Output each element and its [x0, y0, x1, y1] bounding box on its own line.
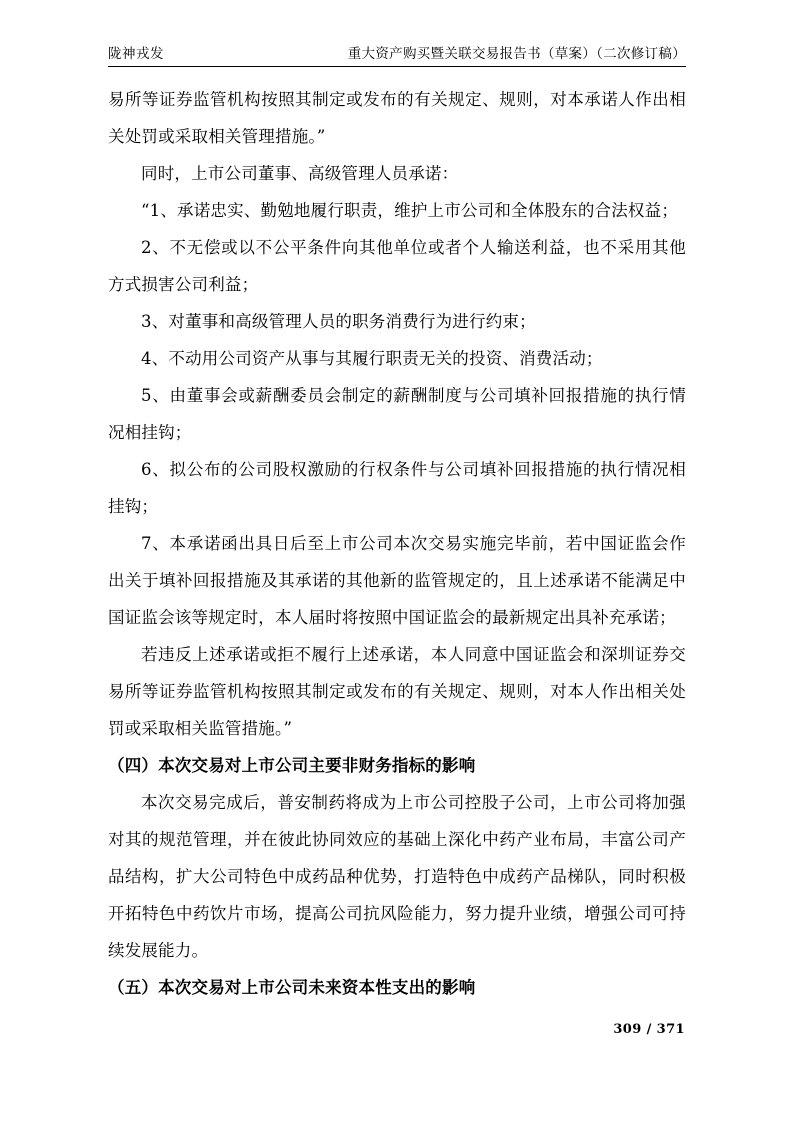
header-document-title: 重大资产购买暨关联交易报告书（草案）（二次修订稿）: [347, 46, 686, 62]
paragraph-commitment-1: “1、承诺忠实、勤勉地履行职责，维护上市公司和全体股东的合法权益；: [141, 201, 679, 221]
paragraph-non-financial-impact: 本次交易完成后，普安制药将成为上市公司控股子公司，上市公司将加强对其的规范管理，并在彼此协同效应的基础上深化中药产业布局，丰富公司产品结构，扩大公司特色中成药品种优势，打造特色中成药产品梯队，同时积极开拓特色中药饮片市场，提高公司抗风险能力，努力提升业绩，增强公司可持续发展能力。: [108, 793, 686, 961]
header-company-name: 陇神戎发: [108, 46, 164, 62]
document-body: [108, 81, 686, 1006]
paragraph-commitment-3: 3、对董事和高级管理人员的职务消费行为进行约束；: [141, 312, 536, 332]
page-content: [108, 46, 686, 1006]
paragraph-commitment-5: 5、由董事会或薪酬委员会制定的薪酬制度与公司填补回报措施的执行情况相挂钩；: [108, 386, 686, 443]
paragraph-intro-commitment: 同时，上市公司董事、高级管理人员承诺：: [141, 164, 459, 184]
paragraph-commitment-6: 6、拟公布的公司股权激励的行权条件与公司填补回报措施的执行情况相挂钩；: [108, 460, 686, 517]
paragraph-commitment-7: 7、本承诺函出具日后至上市公司本次交易实施完毕前，若中国证监会作出关于填补回报措施及其承诺的其他新的监管规定的，且上述承诺不能满足中国证监会该等规定时，本人届时将按照中国证监会的最新规定出具补充承诺；: [108, 534, 686, 628]
paragraph-breach-clause: 若违反上述承诺或拒不履行上述承诺，本人同意中国证监会和深圳证券交易所等证券监管机构按照其制定或发布的有关规定、规则，对本人作出相关处罚或采取相关监管措施。”: [108, 645, 686, 739]
section-heading-five: （五）本次交易对上市公司未来资本性支出的影响: [108, 978, 476, 998]
section-heading-four: （四）本次交易对上市公司主要非财务指标的影响: [108, 756, 476, 776]
page-header: [108, 46, 686, 67]
paragraph-commitment-2: 2、不无偿或以不公平条件向其他单位或者个人输送利益，也不采用其他方式损害公司利益；: [108, 238, 686, 295]
paragraph-commitment-4: 4、不动用公司资产从事与其履行职责无关的投资、消费活动；: [141, 349, 603, 369]
paragraph-continuation: 易所等证券监管机构按照其制定或发布的有关规定、规则，对本承诺人作出相关处罚或采取相关管理措施。”: [108, 90, 686, 147]
page-number: 309 / 371: [613, 1022, 685, 1037]
